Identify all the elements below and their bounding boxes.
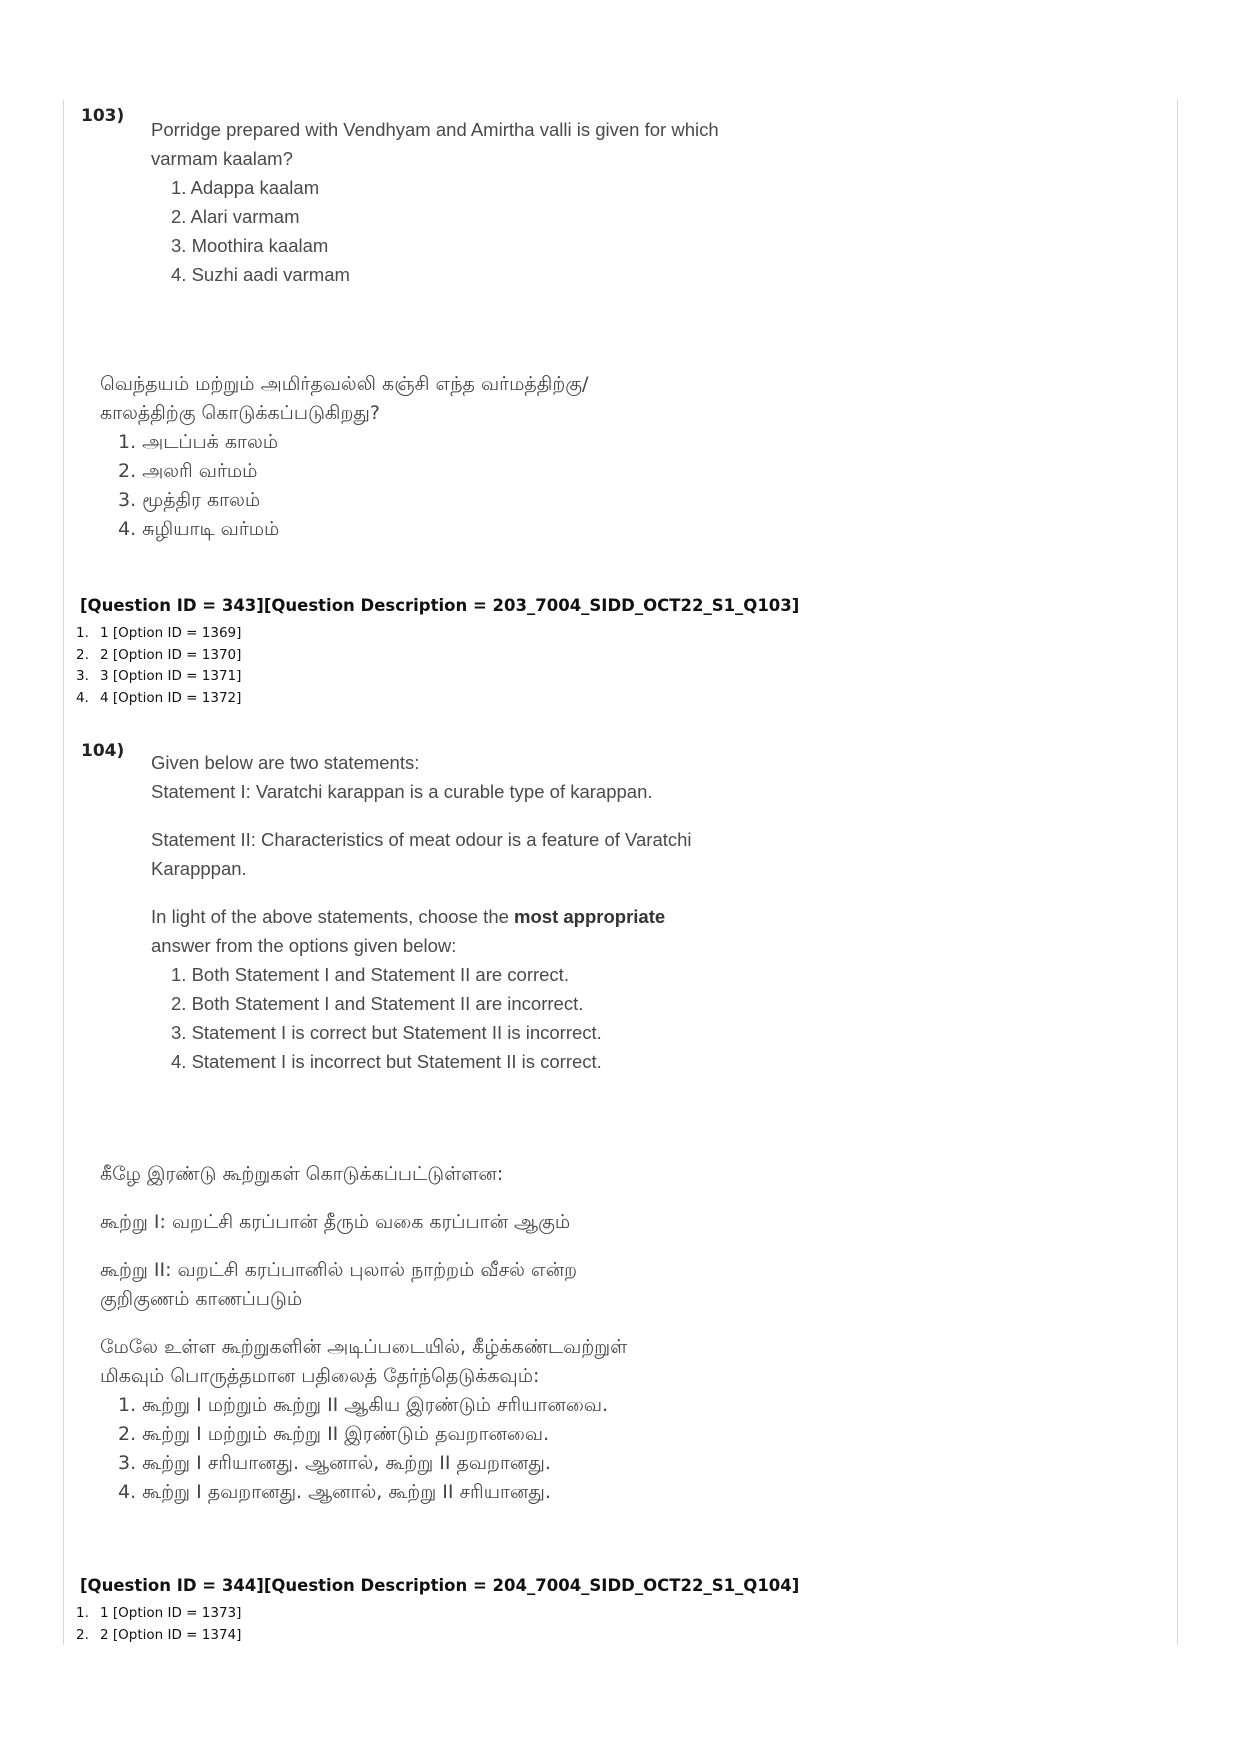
tamil-option-1: 1. கூற்று I மற்றும் கூற்று II ஆகிய இரண்டும் சரியானவை. (118, 1394, 609, 1416)
question-104-options-tamil (100, 1391, 800, 1507)
option-id-row: 1. 1 [Option ID = 1373] (76, 1605, 242, 1621)
question-104-tamil (100, 1160, 800, 1507)
tamil-option-1: 1. அடப்பக் காலம் (118, 431, 279, 453)
option-id-row: 3. 3 [Option ID = 1371] (76, 668, 242, 684)
tamil-option-2: 2. அலரி வர்மம் (118, 460, 258, 482)
question-104-instruction-line2: answer from the options given below: (151, 935, 457, 956)
question-number-104: 104) (81, 741, 125, 761)
question-103-options-english (151, 173, 771, 289)
tamil-option-4: 4. சுழியாடி வர்மம் (118, 518, 280, 540)
option-id-row: 2. 2 [Option ID = 1374] (76, 1626, 242, 1643)
question-104-intro: Given below are two statements: (151, 752, 420, 773)
question-103-english (151, 115, 771, 289)
question-104-tamil-intro: கீழே இரண்டு கூற்றுகள் கொடுக்கப்பட்டுள்ளன: (100, 1163, 504, 1185)
question-104-tamil-statement-2-line1: கூற்று II: வறட்சி கரப்பானில் புலால் நாற்றம் வீசல் என்ற (100, 1259, 578, 1281)
option-2: 2. Both Statement I and Statement II are incorrect. (171, 993, 584, 1014)
question-103-option-ids (76, 623, 241, 709)
question-103-options-tamil (100, 428, 800, 544)
tamil-option-3: 3. கூற்று I சரியானது. ஆனால், கூற்று II தவறானது. (118, 1452, 551, 1474)
question-103-tamil-line2: காலத்திற்கு கொடுக்கப்படுகிறது? (100, 402, 380, 424)
option-id-row: 2. 2 [Option ID = 1370] (76, 646, 242, 663)
question-104-tamil-statement-1: கூற்று I: வறட்சி கரப்பான் தீரும் வகை கரப்பான் ஆகும் (100, 1211, 571, 1233)
question-104-statement-2-line2: Karapppan. (151, 858, 247, 879)
tamil-option-2: 2. கூற்று I மற்றும் கூற்று II இரண்டும் தவறானவை. (118, 1423, 550, 1445)
tamil-option-3: 3. மூத்திர காலம் (118, 489, 261, 511)
option-2: 2. Alari varmam (171, 206, 300, 227)
question-103-text-line2: varmam kaalam? (151, 148, 293, 169)
question-104-option-ids (76, 1603, 241, 1646)
question-number-103: 103) (81, 106, 125, 126)
option-4: 4. Suzhi aadi varmam (171, 264, 350, 285)
question-103-id-line: [Question ID = 343][Question Description = 203_7004_SIDD_OCT22_S1_Q103] (80, 596, 800, 615)
question-104-id-line: [Question ID = 344][Question Description = 204_7004_SIDD_OCT22_S1_Q104] (80, 1576, 800, 1595)
question-104-tamil-instruction-line1: மேலே உள்ள கூற்றுகளின் அடிப்படையில், கீழ்க்கண்டவற்றுள் (100, 1336, 628, 1358)
option-4: 4. Statement I is incorrect but Statement II is correct. (171, 1051, 602, 1072)
option-1: 1. Adappa kaalam (171, 177, 320, 198)
question-104-statement-1: Statement I: Varatchi karappan is a curable type of karappan. (151, 781, 653, 802)
question-104-statement-2-line1: Statement II: Characteristics of meat odour is a feature of Varatchi (151, 829, 692, 850)
option-id-row: 4. 4 [Option ID = 1372] (76, 689, 242, 706)
question-103-tamil-line1: வெந்தயம் மற்றும் அமிர்தவல்லி கஞ்சி எந்த வர்மத்திற்கு/ (100, 373, 589, 395)
question-104-english (151, 748, 771, 1076)
option-3: 3. Statement I is correct but Statement II is incorrect. (171, 1022, 602, 1043)
option-1: 1. Both Statement I and Statement II are correct. (171, 964, 569, 985)
question-104-options-english (151, 960, 771, 1076)
question-104-tamil-instruction-line2: மிகவும் பொருத்தமான பதிலைத் தேர்ந்தெடுக்கவும்: (100, 1365, 540, 1387)
question-104-tamil-statement-2-line2: குறிகுணம் காணப்படும் (100, 1288, 303, 1310)
question-103-tamil (100, 370, 800, 544)
option-3: 3. Moothira kaalam (171, 235, 329, 256)
emphasis-text: most appropriate (514, 906, 666, 927)
option-id-row: 1. 1 [Option ID = 1369] (76, 625, 242, 641)
question-103-text-line1: Porridge prepared with Vendhyam and Amirtha valli is given for which (151, 119, 719, 140)
question-104-instruction-line1: In light of the above statements, choose the most appropriate (151, 906, 666, 927)
tamil-option-4: 4. கூற்று I தவறானது. ஆனால், கூற்று II சரியானது. (118, 1481, 551, 1503)
